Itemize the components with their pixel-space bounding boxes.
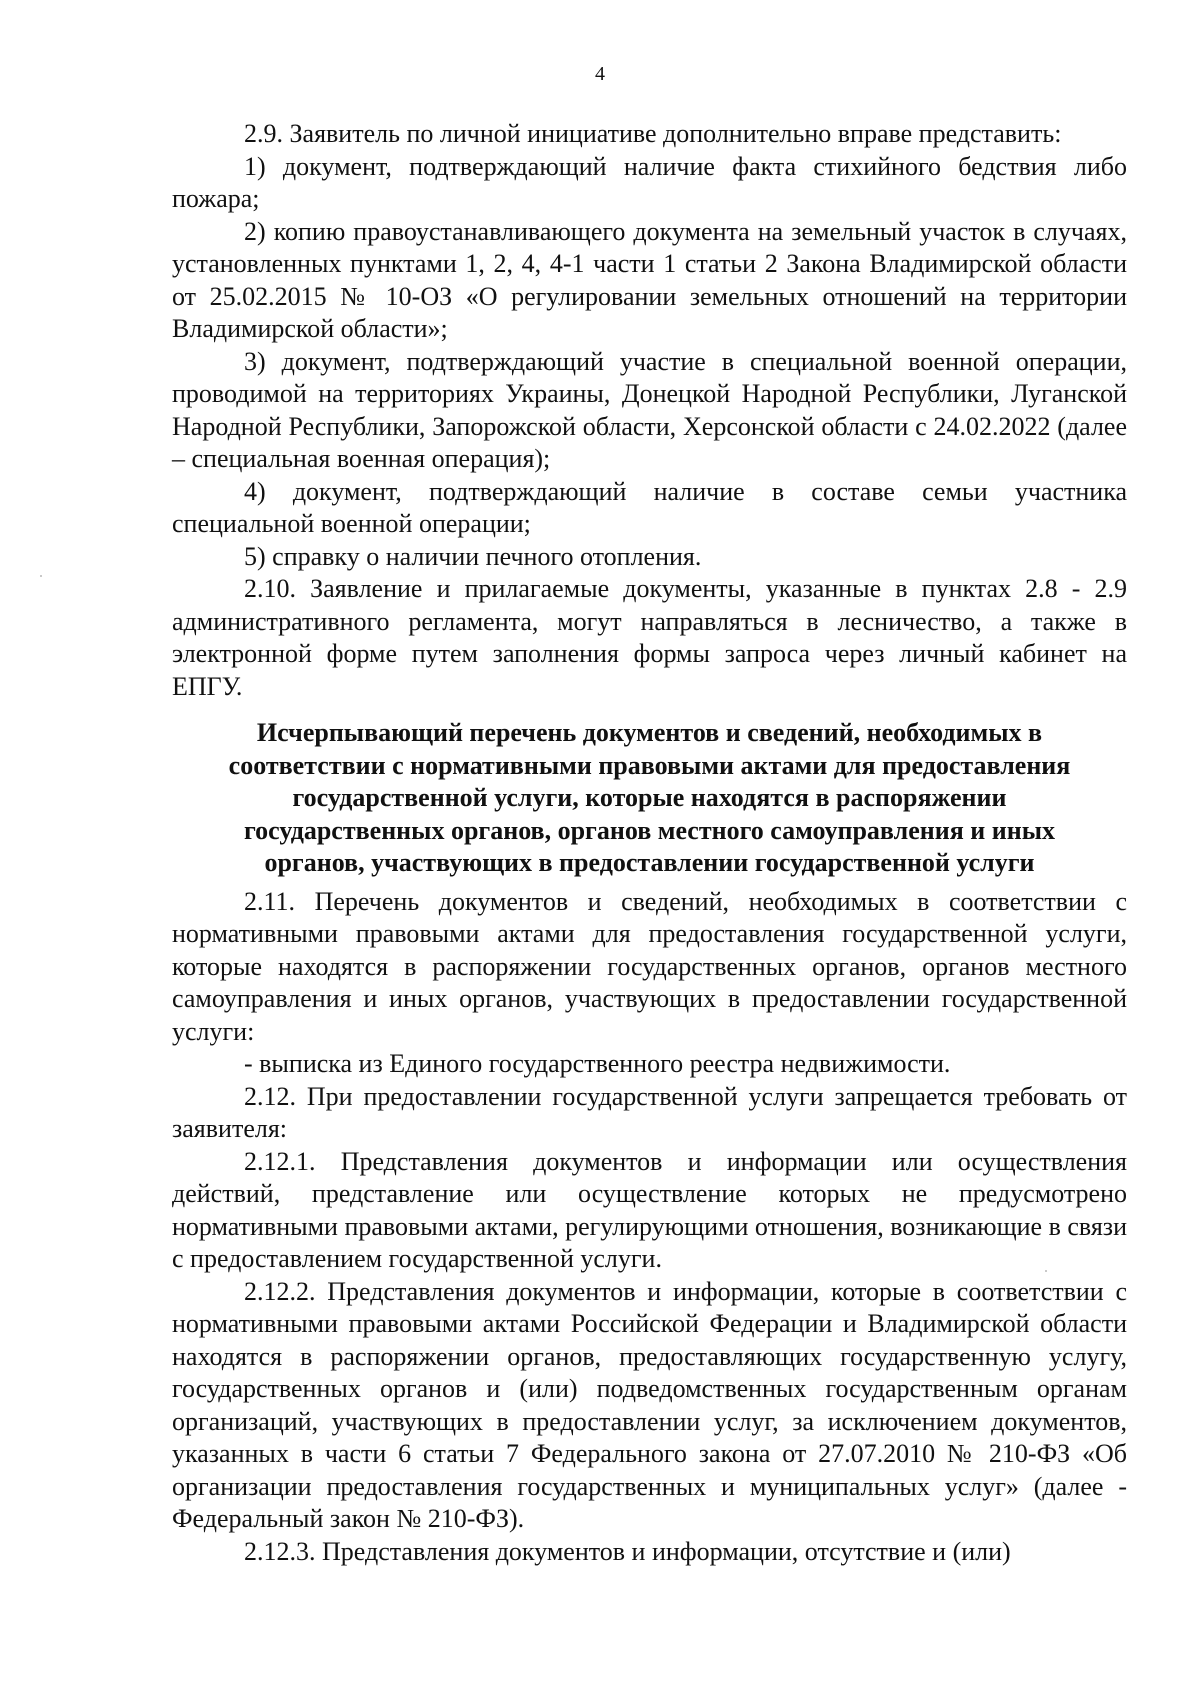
- egrn-extract-item: - выписка из Единого государственного реестра недвижимости.: [244, 1049, 951, 1078]
- page-number: 4: [595, 63, 605, 85]
- list-item-1: 1) документ, подтверждающий наличие факта стихийного бедствия либо пожара;: [172, 151, 1127, 213]
- scan-speck: [40, 575, 42, 577]
- paragraph-2-12-3: 2.12.3. Представления документов и информации, отсутствие и (или): [244, 1536, 1011, 1566]
- paragraph-2-11: 2.11. Перечень документов и сведений, необходимых в соответствии с нормативными правовыми актами для предоставления государственной услуги, которые находятся в распоряжении государственных органов, органов местного самоуправления и иных органов, участвующих в предоставлении государственной услуги:: [172, 886, 1127, 1046]
- paragraph-2-12-1: 2.12.1. Представления документов и информации или осуществления действий, представление или осуществление которых не предусмотрено нормативными правовыми актами, регулирующими отношения, возникающие в связи с предоставлением государственной услуги.: [172, 1146, 1127, 1273]
- list-item-4: 4) документ, подтверждающий наличие в составе семьи участника специальной военной операции;: [172, 476, 1127, 538]
- list-item-3: 3) документ, подтверждающий участие в специальной военной операции, проводимой на территориях Украины, Донецкой Народной Республики, Луганской Народной Республики, Запорожской области, Херсонской области с 24.02.2022 (далее – специальная военная операция);: [172, 346, 1127, 473]
- scan-speck: [1045, 1270, 1047, 1272]
- section-heading: Исчерпывающий перечень документов и сведений, необходимых в соответствии с нормативными правовыми актами для предоставления государственной услуги, которые находятся в распоряжении государственных органов, органов местного самоуправления и иных органов, участвующих в предоставлении государственной услуги: [228, 718, 1071, 877]
- list-item-5: 5) справку о наличии печного отопления.: [244, 541, 702, 571]
- document-body: [172, 118, 1127, 1568]
- paragraph-2-9: 2.9. Заявитель по личной инициативе дополнительно вправе представить:: [244, 119, 1062, 148]
- paragraph-2-12: 2.12. При предоставлении государственной услуги запрещается требовать от заявителя:: [172, 1081, 1127, 1143]
- list-item-2: 2) копию правоустанавливающего документа на земельный участок в случаях, установленных пунктами 1, 2, 4, 4-1 части 1 статьи 2 Закона Владимирской области от 25.02.2015 № 10-ОЗ «О регулировании земельных отношений на территории Владимирской области»;: [172, 216, 1127, 343]
- paragraph-2-12-2: 2.12.2. Представления документов и информации, которые в соответствии с нормативными правовыми актами Российской Федерации и Владимирской области находятся в распоряжении органов, предоставляющих государственную услугу, государственных органов и (или) подведомственных государственным органам организаций, участвующих в предоставлении услуг, за исключением документов, указанных в части 6 статьи 7 Федерального закона от 27.07.2010 № 210-ФЗ «Об организации предоставления государственных и муниципальных услуг» (далее - Федеральный закон № 210-ФЗ).: [172, 1276, 1127, 1533]
- paragraph-2-10: 2.10. Заявление и прилагаемые документы, указанные в пунктах 2.8 - 2.9 административного регламента, могут направляться в лесничество, а также в электронной форме путем заполнения формы запроса через личный кабинет на ЕПГУ.: [172, 574, 1127, 701]
